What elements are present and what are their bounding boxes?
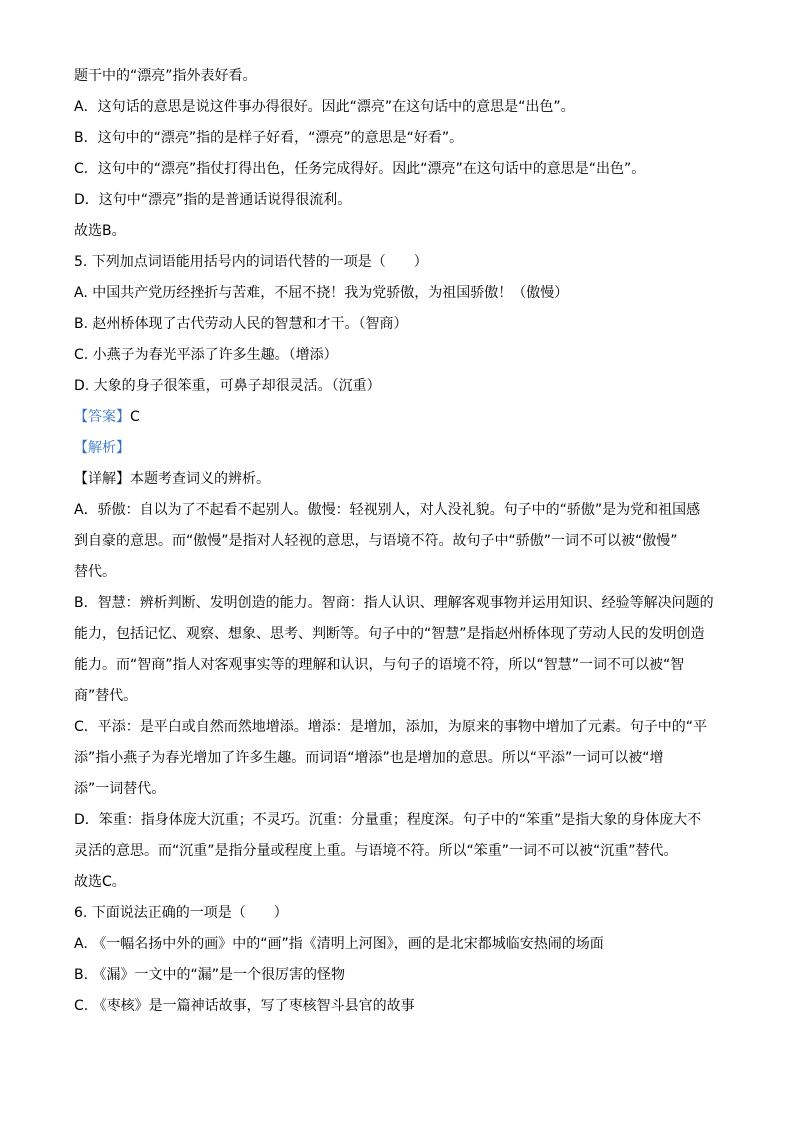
detail-line <box>74 469 724 489</box>
detail-tag: 【详解】 <box>74 471 130 487</box>
option-b: B. 《漏》一文中的“漏”是一个很厉害的怪物 <box>74 967 346 983</box>
text-line: 故选C。 <box>74 874 126 890</box>
text-line: A．骄傲：自以为了不起看不起别人。傲慢：轻视别人，对人没礼貌。句子中的“骄傲”是为党和祖国感 <box>74 502 701 518</box>
analysis-line <box>74 438 724 458</box>
option-a: A. 中国共产党历经挫折与苦难，不屈不挠！我为党骄傲，为祖国骄傲！（傲慢） <box>74 285 569 301</box>
question-6: 6. 下面说法正确的一项是（ ） <box>74 905 288 921</box>
detail-text: 本题考查词义的辨析。 <box>130 471 270 487</box>
text-line: A．这句话的意思是说这件事办得很好。因此“漂亮”在这句话中的意思是“出色”。 <box>74 99 575 115</box>
answer-value: C <box>130 409 140 425</box>
option-a: A. 《一幅名扬中外的画》中的“画”指《清明上河图》，画的是北宋都城临安热闹的场面 <box>74 936 604 952</box>
text-line: 题干中的“漂亮”指外表好看。 <box>74 68 257 84</box>
text-line: 能力，包括记忆、观察、想象、思考、判断等。句子中的“智慧”是指赵州桥体现了劳动人民的发明创造 <box>74 626 705 642</box>
analysis-tag: 【解析】 <box>74 440 130 456</box>
text-line: 灵活的意思。而“沉重”是指分量或程度上重。与语境不符。所以“笨重”一词不可以被“沉重”替代。 <box>74 843 678 859</box>
option-b: B. 赵州桥体现了古代劳动人民的智慧和才干。（智商） <box>74 316 408 332</box>
text-line: C．平添：是平白或自然而然地增添。增添：是增加，添加，为原来的事物中增加了元素。句子中的“平 <box>74 719 708 735</box>
text-line: D．这句中“漂亮”指的是普通话说得很流利。 <box>74 192 352 208</box>
text-line: 替代。 <box>74 564 116 580</box>
text-line: 添”指小燕子为春光增加了许多生趣。而词语“增添”也是增加的意思。所以“平添”一词可以被“增 <box>74 750 664 766</box>
text-line: B．智慧：辨析判断、发明创造的能力。智商：指人认识、理解客观事物并运用知识、经验等解决问题的 <box>74 595 714 611</box>
answer-line <box>74 407 724 427</box>
text-line: 添”一词替代。 <box>74 781 166 797</box>
text-line: 故选B。 <box>74 223 126 239</box>
question-5: 5. 下列加点词语能用括号内的词语代替的一项是（ ） <box>74 254 428 270</box>
option-c: C. 《枣核》是一篇神话故事，写了枣核智斗县官的故事 <box>74 998 415 1014</box>
text-line: C．这句中的“漂亮”指仗打得出色，任务完成得好。因此“漂亮”在这句话中的意思是“出色”。 <box>74 161 646 177</box>
option-d: D. 大象的身子很笨重，可鼻子却很灵活。（沉重） <box>74 378 381 394</box>
option-c: C. 小燕子为春光平添了许多生趣。（增添） <box>74 347 338 363</box>
text-line: 商”替代。 <box>74 688 138 704</box>
text-line: D．笨重：指身体庞大沉重；不灵巧。沉重：分量重；程度深。句子中的“笨重”是指大象的身体庞大不 <box>74 812 702 828</box>
text-line: 到自豪的意思。而“傲慢”是指对人轻视的意思，与语境不符。故句子中“骄傲”一词不可以被“傲慢” <box>74 533 678 549</box>
text-line: 能力。而“智商”指人对客观事实等的理解和认识，与句子的语境不符，所以“智慧”一词不可以被“智 <box>74 657 685 673</box>
answer-tag: 【答案】 <box>74 409 130 425</box>
text-line: B．这句中的“漂亮”指的是样子好看，“漂亮”的意思是“好看”。 <box>74 130 464 146</box>
